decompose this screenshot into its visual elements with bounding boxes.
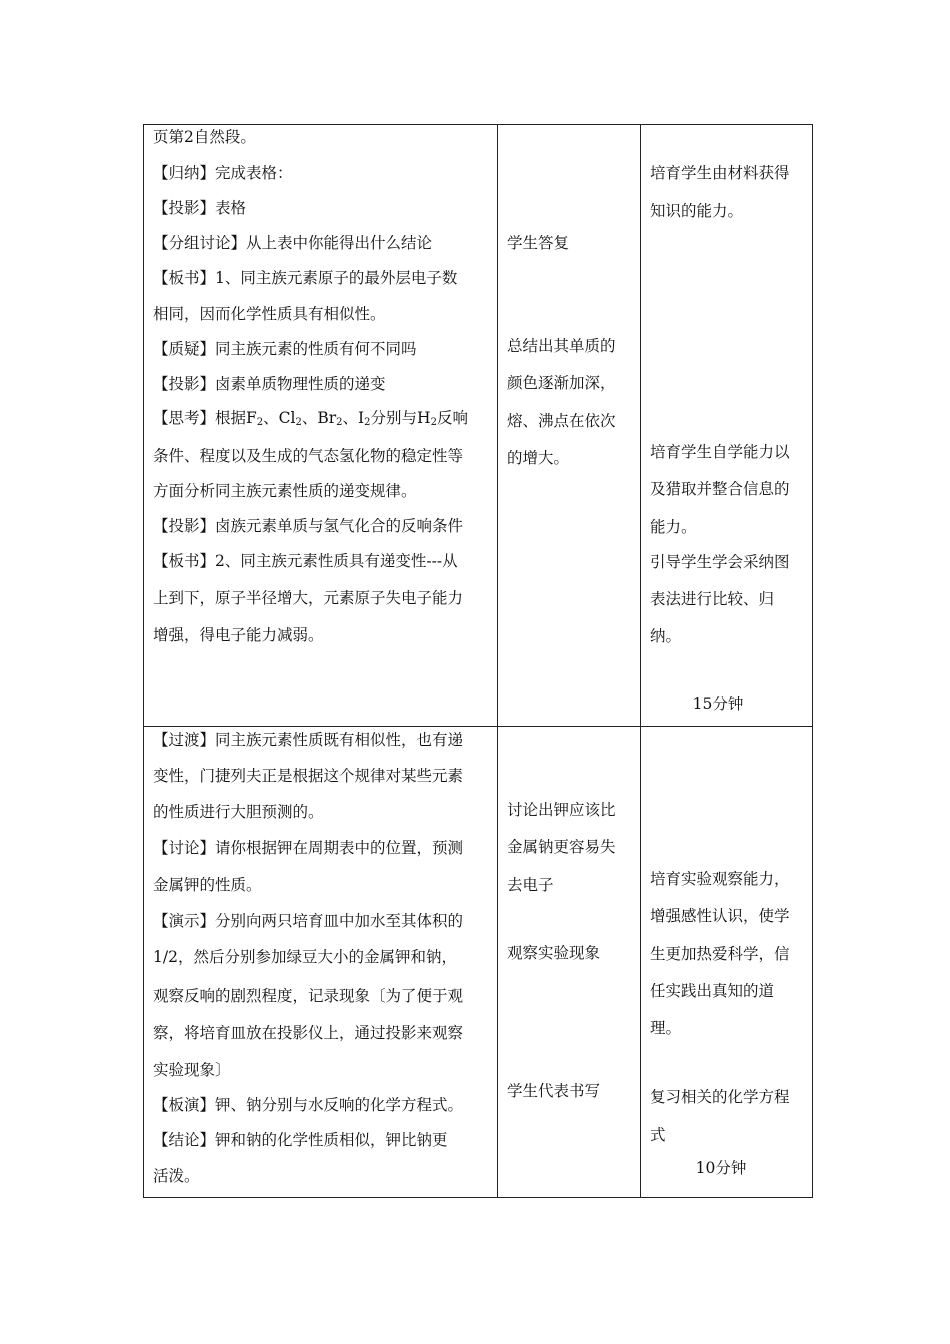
text-line: 表法进行比较、归 (650, 590, 775, 608)
text-line: 【板书】1、同主族元素原子的最外层电子数 (153, 269, 458, 287)
column-divider-1 (497, 124, 498, 1198)
text-line: 活泼。 (153, 1167, 200, 1185)
table-top-border (143, 124, 813, 125)
text-line: 观察实验现象 (507, 944, 601, 962)
text-line: 【分组讨论】从上表中你能得出什么结论 (153, 234, 433, 252)
row-divider (143, 726, 813, 727)
text-line: 【归纳】完成表格： (153, 164, 293, 182)
text-line: 的性质进行大胆预测的。 (153, 803, 324, 821)
time-label: 10分钟 (695, 1159, 747, 1177)
text-line: 页第2自然段。 (153, 128, 256, 146)
text-line: 金属钠更容易失 (507, 838, 616, 856)
subscript: 2 (295, 417, 302, 428)
text-line: 引导学生学会采纳图 (650, 553, 790, 571)
text-line: 的增大。 (507, 449, 570, 467)
text-line: 复习相关的化学方程 (650, 1088, 790, 1106)
text-line: 及猎取并整合信息的 (650, 480, 790, 498)
think-line (153, 408, 468, 428)
text-line: 去电子 (507, 876, 554, 894)
text-line: 【投影】卤素单质物理性质的递变 (153, 375, 386, 393)
text-line: 式 (650, 1126, 666, 1144)
text-line: 增强感性认识，使学 (650, 907, 790, 925)
think-part: 反响 (436, 409, 468, 427)
text-line: 【讨论】请你根据钾在周期表中的位置，预测 (153, 839, 464, 857)
text-line: 生更加热爱科学，信 (650, 945, 790, 963)
text-line: 增强，得电子能力减弱。 (153, 626, 324, 644)
text-line: 熔、沸点在依次 (507, 412, 616, 430)
text-line: 实验现象〕 (153, 1061, 231, 1079)
time-label: 15分钟 (692, 695, 744, 713)
think-part: 、Br (301, 409, 337, 427)
think-part: 、I (342, 409, 365, 427)
text-line: 总结出其单质的 (507, 337, 616, 355)
table-bottom-border (143, 1197, 813, 1198)
text-line: 【结论】钾和钠的化学性质相似，钾比钠更 (153, 1131, 448, 1149)
text-line: 讨论出钾应该比 (507, 801, 616, 819)
text-line: 任实践出真知的道 (650, 982, 775, 1000)
text-line: 方面分析同主族元素性质的递变规律。 (153, 482, 417, 500)
text-line: 培育学生由材料获得 (650, 164, 790, 182)
text-line: 理。 (650, 1019, 682, 1037)
text-line: 【投影】卤族元素单质与氢气化合的反响条件 (153, 517, 464, 535)
subscript: 2 (430, 417, 437, 428)
text-line: 【板演】钾、钠分别与水反响的化学方程式。 (153, 1096, 464, 1114)
text-line: 学生代表书写 (507, 1082, 601, 1100)
text-line: 1/2，然后分别参加绿豆大小的金属钾和钠， (153, 948, 457, 966)
text-line: 【板书】2、同主族元素性质具有递变性---从 (153, 552, 458, 570)
text-line: 学生答复 (507, 234, 570, 252)
column-divider-2 (640, 124, 641, 1198)
table-left-border (143, 124, 144, 1198)
subscript: 2 (364, 417, 371, 428)
text-line: 颜色逐渐加深， (507, 374, 616, 392)
text-line: 【质疑】同主族元素的性质有何不同吗 (153, 340, 417, 358)
text-line: 察，将培育皿放在投影仪上，通过投影来观察 (153, 1024, 464, 1042)
think-part: 【思考】根据F (153, 409, 257, 427)
text-line: 【过渡】同主族元素性质既有相似性，也有递 (153, 731, 464, 749)
text-line: 相同，因而化学性质具有相似性。 (153, 305, 386, 323)
subscript: 2 (336, 417, 343, 428)
text-line: 金属钾的性质。 (153, 876, 262, 894)
text-line: 知识的能力。 (650, 202, 744, 220)
subscript: 2 (256, 417, 264, 428)
text-line: 【投影】表格 (153, 199, 247, 217)
text-line: 培育学生自学能力以 (650, 443, 790, 461)
text-line: 变性，门捷列夫正是根据这个规律对某些元素 (153, 767, 464, 785)
text-line: 上到下，原子半径增大，元素原子失电子能力 (153, 589, 464, 607)
text-line: 纳。 (650, 627, 682, 645)
text-line: 【演示】分别向两只培育皿中加水至其体积的 (153, 912, 464, 930)
text-line: 能力。 (650, 518, 697, 536)
think-part: 、Cl (263, 409, 296, 427)
text-line: 观察反响的剧烈程度，记录现象〔为了便于观 (153, 987, 464, 1005)
table-right-border (812, 124, 813, 1198)
text-line: 条件、程度以及生成的气态氢化物的稳定性等 (153, 447, 464, 465)
text-line: 培育实验观察能力， (650, 870, 790, 888)
think-part: 分别与H (370, 409, 431, 427)
